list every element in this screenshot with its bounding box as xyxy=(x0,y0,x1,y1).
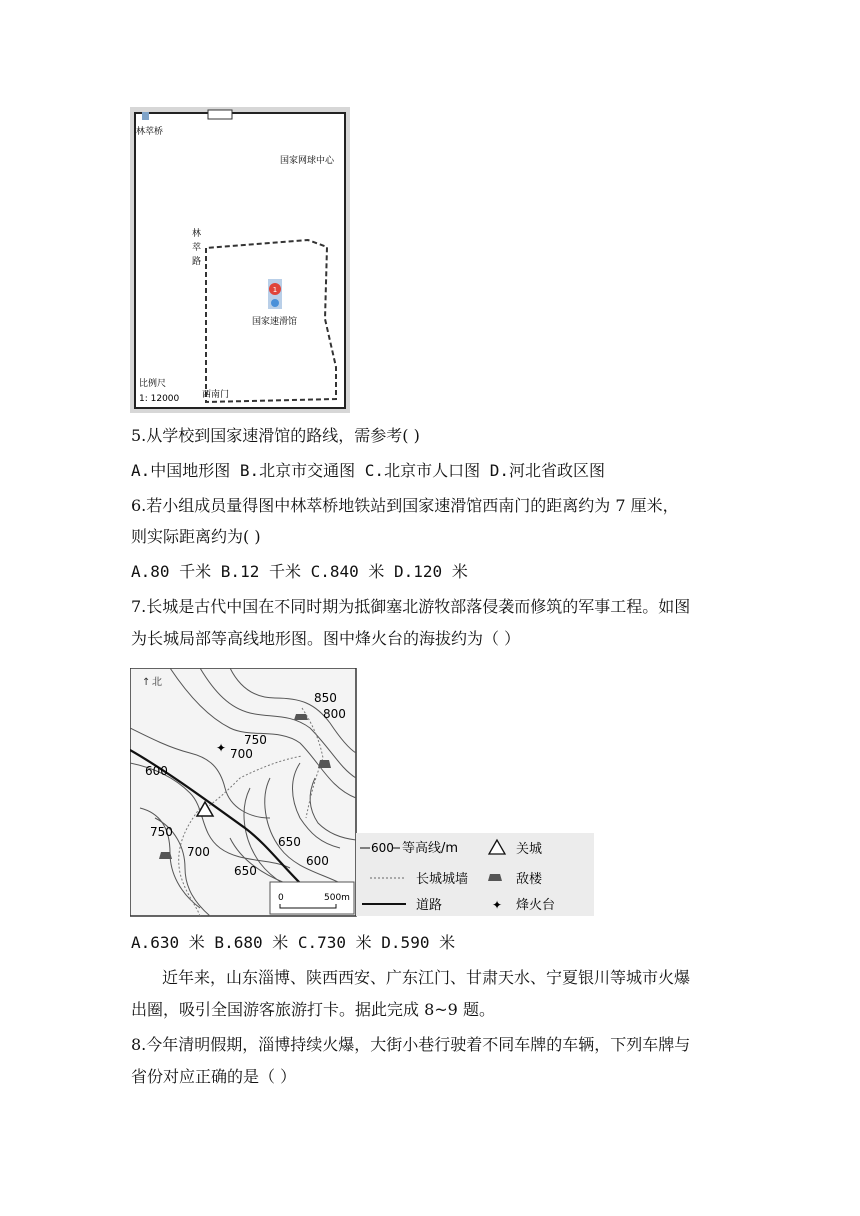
gate-label: 西南门 xyxy=(202,390,230,400)
enemy-tower-icon-1 xyxy=(294,714,308,720)
contour-label-650b: 650 xyxy=(234,864,257,878)
scale-value: 1: 12000 xyxy=(139,394,180,404)
legend xyxy=(356,833,594,916)
legend-beacon: 烽火台 xyxy=(516,898,556,913)
contour-map xyxy=(130,668,596,918)
question-6-line-1: 6.若小组成员量得图中林萃桥地铁站到国家速滑馆西南门的距离约为 7 厘米， xyxy=(131,496,679,515)
contour-label-750: 750 xyxy=(244,733,267,747)
north-label: 北 xyxy=(152,677,162,688)
road-label-2: 萃 xyxy=(192,243,202,253)
scale-title: 比例尺 xyxy=(139,379,167,389)
legend-wall: 长城城墙 xyxy=(416,872,469,887)
contour-label-650: 650 xyxy=(278,835,301,849)
legend-contour: 等高线/m xyxy=(402,841,459,856)
question-7-options: A.630 米 B.680 米 C.730 米 D.590 米 xyxy=(131,933,456,952)
metro-sign xyxy=(208,110,232,119)
question-7-line-2: 为长城局部等高线地形图。图中烽火台的海拔约为（ ） xyxy=(131,629,521,648)
metro-station-icon xyxy=(142,112,149,120)
legend-tower-icon xyxy=(488,874,502,881)
enemy-tower-icon-3 xyxy=(159,852,172,859)
question-6-options: A.80 千米 B.12 千米 C.840 米 D.120 米 xyxy=(131,562,468,581)
question-5-options: A.中国地形图 B.北京市交通图 C.北京市人口图 D.河北省政区图 xyxy=(131,461,605,480)
venue-map xyxy=(130,107,350,413)
contour-label-750b: 750 xyxy=(150,825,173,839)
venue-icon xyxy=(271,299,279,307)
road-label-1: 林 xyxy=(192,229,202,239)
road-label-3: 路 xyxy=(192,257,202,267)
north-arrow-icon: ↑ xyxy=(142,677,151,688)
venue-label: 国家速滑馆 xyxy=(252,317,298,327)
legend-tower: 敌楼 xyxy=(516,872,543,887)
contour-label-600: 600 xyxy=(145,764,168,778)
contour-label-800: 800 xyxy=(323,707,346,721)
contour-label-700b: 700 xyxy=(187,845,210,859)
question-6-line-2: 则实际距离约为( ) xyxy=(131,527,261,546)
scale-start: 0 xyxy=(278,893,284,903)
question-8-line-1: 8.今年清明假期，淄博持续火爆，大街小巷行驶着不同车牌的车辆，下列车牌与 xyxy=(131,1035,691,1054)
question-5: 5.从学校到国家速滑馆的路线，需参考( ) xyxy=(131,426,420,445)
scale-end: 500m xyxy=(324,893,350,903)
question-7-line-1: 7.长城是古代中国在不同时期为抵御塞北游牧部落侵袭而修筑的军事工程。如图 xyxy=(131,597,691,616)
contour-label-600b: 600 xyxy=(306,854,329,868)
legend-road: 道路 xyxy=(416,898,443,913)
intro-line-2: 出圈，吸引全国游客旅游打卡。据此完成 8~9 题。 xyxy=(131,1000,495,1019)
pin-number: 1 xyxy=(272,286,278,294)
contour-label-850: 850 xyxy=(314,691,337,705)
station-label: 林萃桥 xyxy=(136,127,164,137)
question-8-line-2: 省份对应正确的是（ ） xyxy=(131,1067,297,1086)
contour-map-frame xyxy=(130,668,356,916)
legend-pass: 关城 xyxy=(516,842,543,857)
legend-contour-sample: 600 xyxy=(371,841,394,855)
legend-beacon-icon: ✦ xyxy=(492,898,503,912)
intro-line-1: 近年来，山东淄博、陕西西安、广东江门、甘肃天水、宁夏银川等城市火爆 xyxy=(162,968,691,987)
beacon-icon: ✦ xyxy=(216,741,227,755)
enemy-tower-icon-2 xyxy=(318,760,331,768)
tennis-center-label: 国家网球中心 xyxy=(280,156,335,166)
contour-label-700: 700 xyxy=(230,747,253,761)
